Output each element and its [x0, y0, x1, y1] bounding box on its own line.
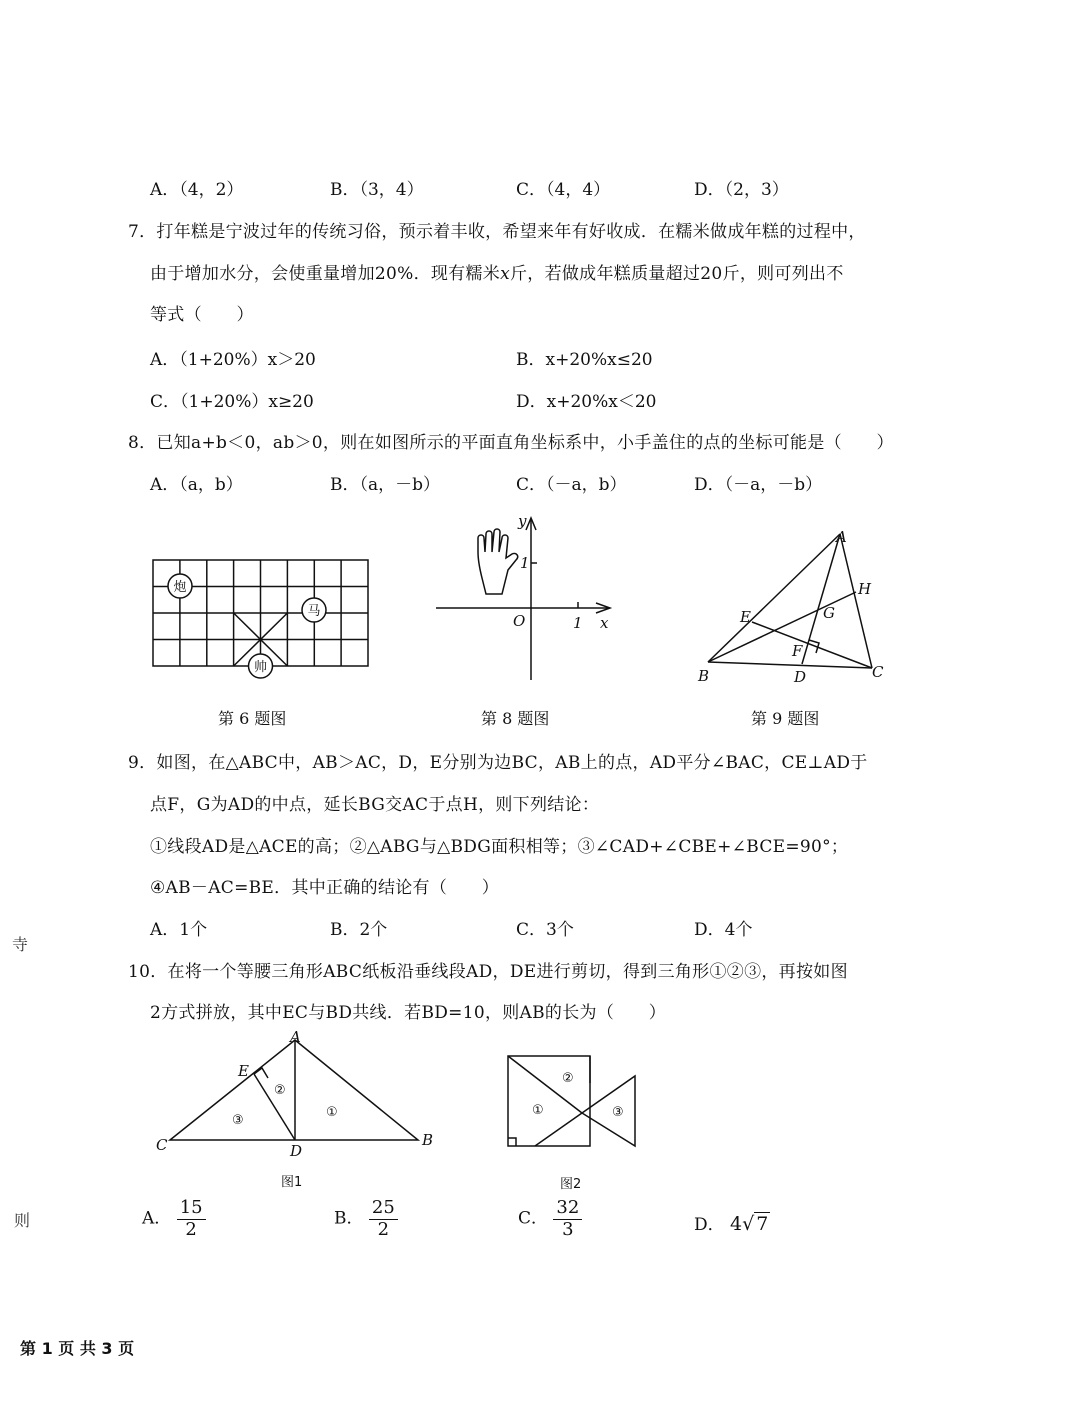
fraction-numerator: 32 — [553, 1198, 582, 1220]
fig2-piece-1: ① — [532, 1103, 544, 1118]
q10-figure-1 — [150, 1028, 440, 1193]
q7-line-2-end: 斤，若做成年糕质量超过20斤，则可列出不 — [509, 264, 844, 284]
q10-option-b — [334, 1198, 398, 1240]
q10-option-c-label: C． — [518, 1208, 549, 1229]
q8-option-d: D．（－a，－b） — [694, 475, 823, 495]
fig1-label-e: E — [238, 1062, 249, 1080]
q9-option-a: A．1个 — [150, 920, 208, 940]
fraction-numerator: 25 — [369, 1198, 398, 1220]
q6-option-c: C．（4，4） — [516, 180, 611, 200]
fig2-piece-2: ② — [562, 1071, 574, 1086]
q9-label-g: G — [823, 604, 835, 622]
fraction-denominator: 2 — [185, 1218, 197, 1240]
q9-option-b: B．2个 — [330, 920, 388, 940]
caption-fig-6: 第 6 题图 — [218, 709, 287, 728]
q9-line-3: ①线段AD是△ACE的高；②△ABG与△BDG面积相等；③∠CAD+∠CBE+∠BCE=90°； — [150, 837, 849, 857]
q9-label-f: F — [792, 642, 803, 660]
q8-y-label: y — [518, 512, 527, 530]
svg-text:炮: 炮 — [173, 580, 187, 595]
q9-line-2: 点F，G为AD的中点，延长BG交AC于点H，则下列结论： — [150, 795, 600, 815]
q9-label-a: A — [836, 528, 847, 546]
fig2-piece-3: ③ — [612, 1105, 624, 1120]
q10-option-d — [694, 1210, 770, 1235]
q9-label-c: C — [872, 663, 884, 681]
chess-piece-cannon — [168, 574, 192, 598]
q9-option-c: C．3个 — [516, 920, 574, 940]
q6-figure-chessboard — [145, 552, 375, 682]
sqrt-icon: √ — [742, 1213, 755, 1235]
q9-label-e: E — [740, 608, 751, 626]
q9-line-1: 9．如图，在△ABC中，AB＞AC，D，E分别为边BC，AB上的点，AD平分∠BAC，CE⊥AD于 — [128, 753, 868, 773]
q9-option-d: D．4个 — [694, 920, 753, 940]
q8-tick-x-1: 1 — [573, 614, 583, 632]
q9-line-4: ④AB－AC=BE．其中正确的结论有（ ） — [150, 878, 500, 898]
q10-line-1: 10．在将一个等腰三角形ABC纸板沿垂线段AD，DE进行剪切，得到三角形①②③，再按如图 — [128, 962, 848, 982]
q10-line-2: 2方式拼放，其中EC与BD共线．若BD=10，则AB的长为（ ） — [150, 1003, 667, 1023]
fig1-label-b: B — [422, 1131, 434, 1149]
fig1-caption: 图1 — [281, 1175, 303, 1190]
caption-fig-8: 第 8 题图 — [481, 709, 550, 728]
q7-option-b: B．x+20%x≤20 — [516, 350, 653, 370]
q8-stem: 8．已知a+b＜0，ab＞0，则在如图所示的平面直角坐标系中，小手盖住的点的坐标可能是（ ） — [128, 433, 894, 453]
q10-option-c — [518, 1198, 582, 1240]
svg-text:帅: 帅 — [253, 660, 268, 675]
q8-figure-coordinate-plane — [430, 508, 620, 686]
q9-label-b: B — [698, 667, 710, 685]
fig2-caption: 图2 — [560, 1177, 582, 1192]
fig1-piece-1: ① — [326, 1105, 338, 1120]
fig1-piece-2: ② — [274, 1083, 286, 1098]
q7-option-d: D．x+20%x＜20 — [516, 392, 657, 412]
q9-figure-triangle — [690, 522, 895, 692]
fraction-denominator: 2 — [377, 1218, 390, 1240]
q7-line-2-text: 由于增加水分，会使重量增加20%．现有糯米 — [150, 264, 501, 284]
q8-option-b: B．（a，－b） — [330, 475, 441, 495]
q10-option-d-radicand: 7 — [756, 1213, 769, 1235]
q9-label-d: D — [794, 668, 807, 686]
hand-icon — [478, 529, 518, 594]
fig1-label-d: D — [290, 1142, 303, 1160]
fig1-label-a: A — [290, 1028, 301, 1046]
q7-option-c: C．（1+20%）x≥20 — [150, 392, 314, 412]
q7-line-3: 等式（ ） — [150, 305, 254, 325]
q8-origin-label: O — [513, 612, 526, 630]
q7-line-2 — [150, 259, 844, 284]
q9-label-h: H — [858, 580, 872, 598]
q10-option-b-fraction — [369, 1198, 398, 1240]
q8-tick-y-1: 1 — [520, 554, 530, 572]
margin-mark-2: 则 — [14, 1211, 31, 1230]
q10-figure-2 — [500, 1048, 645, 1198]
q10-option-a-fraction — [177, 1198, 206, 1240]
q10-option-a-label: A． — [142, 1208, 172, 1229]
q10-option-c-fraction — [553, 1198, 582, 1240]
q10-option-b-label: B． — [334, 1208, 364, 1229]
q8-option-c: C．（－a，b） — [516, 475, 627, 495]
q10-option-a — [142, 1198, 206, 1240]
svg-text:马: 马 — [307, 604, 321, 619]
page-footer: 第 1 页 共 3 页 — [20, 1339, 135, 1358]
q7-line-1: 7．打年糕是宁波过年的传统习俗，预示着丰收，希望来年有好收成．在糯米做成年糕的过程中， — [128, 222, 866, 242]
fig1-piece-3: ③ — [232, 1113, 244, 1128]
fig1-label-c: C — [156, 1136, 168, 1154]
q6-option-b: B．（3，4） — [330, 180, 424, 200]
q10-option-d-coef: 4 — [730, 1213, 743, 1235]
q7-var-x: x — [500, 264, 510, 284]
q7-option-a: A．（1+20%）x＞20 — [150, 350, 316, 370]
q6-option-a: A．（4，2） — [150, 180, 244, 200]
q6-option-d: D．（2，3） — [694, 180, 789, 200]
fraction-denominator: 3 — [562, 1218, 574, 1240]
fraction-numerator: 15 — [177, 1198, 206, 1220]
q8-x-label: x — [600, 614, 609, 632]
chess-piece-marshal — [249, 654, 273, 678]
margin-mark-1: 寺 — [12, 935, 29, 954]
q10-option-d-label: D． — [694, 1215, 725, 1235]
caption-fig-9: 第 9 题图 — [751, 709, 820, 728]
q8-option-a: A．（a，b） — [150, 475, 243, 495]
chess-piece-horse — [302, 598, 326, 622]
